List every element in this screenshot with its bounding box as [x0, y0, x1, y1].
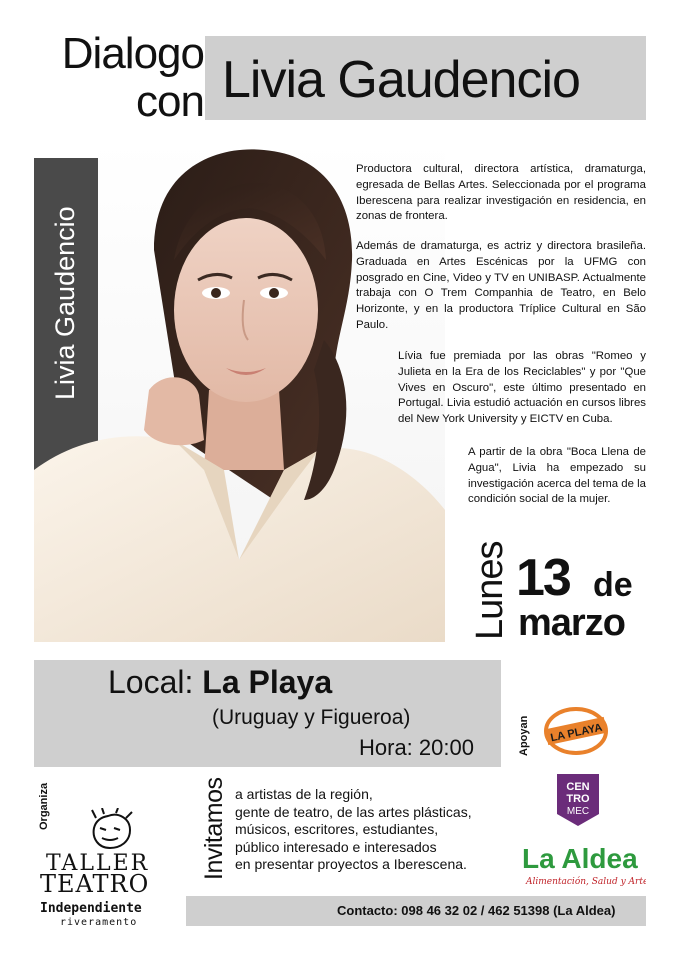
centromec-text-2: TRO	[566, 793, 590, 805]
venue-name: La Playa	[202, 664, 333, 700]
la-playa-logo-text: LA PLAYA	[549, 721, 604, 745]
bio-paragraph-3: Lívia fue premiada por las obras "Romeo y Julieta en la Era de los Reciclables" y por "Que Vives en Oscuro", este último presentado en Portugal. Livia estudió actuación en cursos libres del New York University y EICTV en Cuba.	[398, 350, 646, 426]
invite-line: en presentar proyectos a Iberescena.	[235, 856, 467, 873]
invite-line: público interesado e interesados	[235, 838, 437, 855]
la-aldea-tagline: Alimentación, Salud y Arte	[526, 877, 646, 887]
invite-label: Invitamos	[200, 777, 228, 880]
support-label: Apoyan	[518, 715, 530, 756]
date-weekday: Lunes	[469, 541, 511, 640]
invite-line: gente de teatro, de las artes plásticas,	[235, 803, 472, 820]
title-line-2: con	[136, 77, 204, 126]
la-playa-logo	[540, 706, 612, 756]
venue-address: (Uruguay y Figueroa)	[212, 706, 411, 729]
taller-text: TALLER	[46, 851, 150, 876]
venue-heading	[108, 664, 332, 701]
venue-label: Local:	[108, 664, 194, 700]
photo-side-label: Livia Gaudencio	[50, 206, 80, 400]
contact-text: Contacto: 098 46 32 02 / 462 51398 (La Aldea)	[337, 903, 616, 918]
page-title: Livia Gaudencio	[222, 51, 580, 109]
invite-line: a artistas de la región,	[235, 786, 373, 802]
bio-paragraph-4: A partir de la obra "Boca Llena de Agua", Livia ha empezado su investigación acerca del tema de la condición social de la mujer.	[468, 446, 646, 506]
la-aldea-logo-text: La Aldea	[522, 843, 638, 874]
teatro-text: TEATRO	[40, 870, 150, 898]
invite-line: músicos, escritores, estudiantes,	[235, 821, 439, 838]
riveramento-text: riveramento	[60, 917, 138, 928]
bio-paragraph-2: Además de dramaturga, es actriz y directora brasileña. Graduada en Artes Escénicas por la UFMG con posgrado en Cine, Video y TV en UNIBASP. Actualmente trabaja con O Trem Companhia de Teatro, en Belo Horizonte, y en la productora Tríplice Cultural en São Paulo.	[356, 240, 646, 331]
date-de: de	[593, 566, 633, 604]
la-aldea-logo	[520, 838, 646, 890]
title-prefix	[34, 30, 204, 126]
centromec-text-3: MEC	[566, 806, 590, 817]
centromec-text-1: CEN	[566, 781, 590, 793]
date-day: 13	[516, 549, 570, 607]
title-line-1: Dialogo	[61, 29, 204, 78]
independiente-text: Independiente	[40, 901, 142, 916]
invite-text	[235, 786, 472, 874]
bio-paragraph-1: Productora cultural, directora artística, dramaturga, egresada de Bellas Artes. Seleccionada por el programa Iberescena para realizar investigación en residencia, en zonas de frontera.	[356, 163, 646, 223]
centromec-logo	[553, 770, 603, 830]
date-month: marzo	[518, 602, 625, 644]
taller-teatro-logo	[38, 808, 168, 928]
theater-mask-icon	[92, 808, 132, 848]
organizer-label: Organiza	[38, 782, 50, 830]
venue-time: Hora: 20:00	[359, 735, 474, 760]
